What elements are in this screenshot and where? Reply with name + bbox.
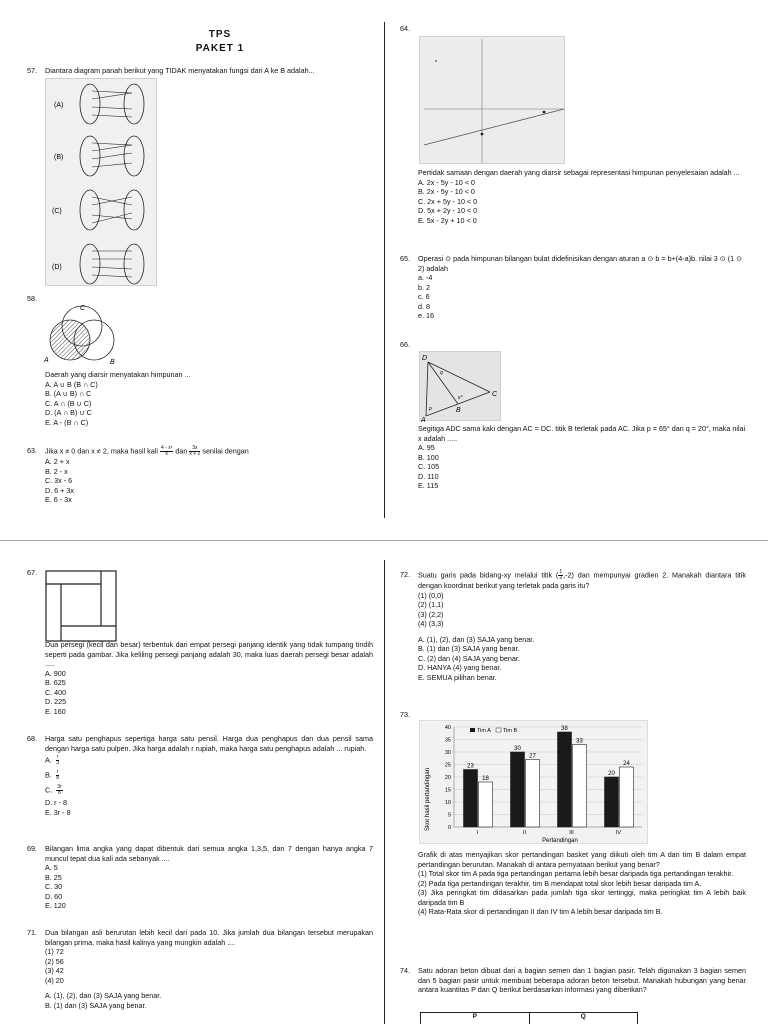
data-label: 38 [561, 726, 568, 732]
table-header-p: P [421, 1013, 530, 1024]
legend-label-tim-a: Tim A [477, 728, 491, 734]
bar-tim-b [573, 745, 587, 828]
option-d[interactable]: D. 225 [45, 697, 67, 706]
fraction-2 [189, 446, 200, 457]
vertex-label-b: B [456, 407, 461, 414]
option-a[interactable] [45, 755, 373, 766]
page-subtitle: PAKET 1 [195, 43, 245, 54]
question-64 [400, 168, 746, 225]
statement-3: (3) 42 [45, 966, 64, 975]
chart-y-ticks [445, 725, 451, 831]
fraction-denominator: 2 [559, 575, 563, 581]
option-letter: C. [45, 785, 53, 795]
arrow-diagram-d [52, 244, 144, 284]
data-label: 23 [467, 763, 474, 770]
fraction-numerator: 4 - x² [160, 445, 173, 451]
option-c[interactable]: C. 105 [418, 462, 440, 471]
diagram-label-d: (D) [52, 264, 62, 271]
bar-chart-figure [419, 720, 648, 844]
fraction-numerator: r [56, 769, 59, 775]
option-d[interactable]: D. 5x + 2y - 10 < 0 [418, 206, 478, 215]
option-e[interactable]: E. 5x - 2y + 10 < 0 [418, 215, 477, 225]
triangle-figure [419, 351, 501, 421]
option-c[interactable] [45, 785, 373, 796]
option-b[interactable]: B. 2 - x [45, 466, 68, 476]
option-c[interactable]: C. 2x + 5y - 10 < 0 [418, 196, 478, 206]
option-a[interactable]: A. 2x - 5y - 10 < 0 [418, 177, 475, 187]
fraction-denominator: 8 [58, 790, 61, 796]
question-text [45, 446, 377, 457]
bar-tim-a [558, 732, 572, 827]
option-a[interactable]: A. 95 [418, 443, 435, 452]
y-tick-label: 30 [444, 750, 451, 756]
question-69 [27, 844, 373, 911]
option-fraction [56, 770, 60, 781]
question-text: Grafik di atas menyajikan skor pertandingan basket yang diikuti oleh tim A dan tim B dalam empat pertandingan berurutan. Manakah di antara pernyataan berikut yang benar? [418, 850, 746, 869]
option-a[interactable]: A. (1), (2), dan (3) SAJA yang benar. [45, 991, 162, 1000]
data-label: 33 [576, 738, 583, 745]
bar-tim-a [605, 777, 619, 827]
pq-table [420, 1012, 638, 1024]
bar-tim-a [511, 752, 525, 827]
y-tick-label: 15 [444, 787, 451, 794]
question-text-part: Jika x ≠ 0 dan x ≠ 2, maka hasil kali [45, 446, 158, 456]
question-text: Operasi ⊙ pada himpunan bilangan bulat didefinisikan dengan aturan a ⊙ b = b+(4-a)b. nilai 3 ⊙ (1 ⊙ 2) adalah [418, 254, 743, 273]
option-a[interactable]: A. A ∪ B (B ∩ C) [45, 379, 98, 389]
statement-2: (2) (1,1) [418, 600, 444, 609]
angle-label-q: q [440, 370, 443, 376]
question-text: Daerah yang diarsir menyatakan himpunan ... [45, 370, 191, 379]
x-tick-label: I [476, 830, 479, 836]
question-73 [400, 850, 746, 917]
option-c[interactable]: C. 30 [45, 882, 63, 891]
option-e[interactable]: E. A - (B ∩ C) [45, 417, 89, 427]
statement-2: (2) 56 [45, 956, 64, 966]
question-text-part: ,-2) dan mempunyai gradien 2. Manakah diantara titik dengan koordinat berikut yang terletak pada garis itu? [418, 570, 746, 590]
option-e[interactable]: E. 6 - 3x [45, 495, 72, 504]
y-tick-label: 25 [444, 762, 451, 769]
statement-1: (1) Total skor tim A pada tiga pertandingan pertama lebih besar daripada tiga pertandingan terakhir. [418, 869, 734, 878]
question-number: 74. [400, 966, 410, 975]
coordinate-plane [420, 37, 566, 165]
option-d[interactable]: D. HANYA (4) yang benar. [418, 663, 502, 672]
question-number: 73. [400, 710, 410, 719]
option-e[interactable]: E. 160 [45, 706, 66, 716]
angle-label-p: p [429, 406, 432, 412]
option-e[interactable]: E. SEMUA pilihan benar. [418, 672, 497, 682]
question-number: 65. [400, 254, 410, 263]
angle-label-x: x° [458, 395, 463, 401]
chart-x-ticks [477, 830, 622, 836]
diagram-label-a: (A) [54, 102, 64, 109]
option-e[interactable]: E. 115 [418, 481, 439, 490]
question-68 [27, 734, 373, 817]
x-tick-label: II [522, 830, 527, 836]
column-divider [384, 560, 385, 1024]
option-e[interactable]: E. 3r - 8 [45, 807, 71, 817]
legend-swatch-tim-a [470, 728, 475, 732]
column-divider [384, 22, 385, 518]
option-a[interactable]: A. 900 [45, 668, 66, 678]
option-b[interactable]: B. 100 [418, 452, 439, 462]
option-letter: B. [45, 770, 52, 780]
statement-4: (4) (3,3) [418, 619, 444, 628]
option-e[interactable]: e. 16 [418, 311, 434, 320]
question-text [418, 570, 746, 591]
option-fraction [56, 785, 62, 796]
diagram-label-b: (B) [54, 154, 64, 161]
venn-label-c: C [80, 305, 86, 312]
question-number: 71. [27, 928, 37, 937]
chart-bars [464, 732, 634, 827]
question-66 [400, 424, 746, 491]
question-number: 67. [27, 568, 37, 577]
statement-4: (4) Rata-Rata skor di pertandingan II dan IV tim A lebih besar daripada tim B. [418, 907, 663, 916]
arrow-diagrams [46, 79, 158, 287]
option-letter: A. [45, 755, 52, 765]
question-number: 57. [27, 66, 37, 75]
page-title: TPS [208, 29, 232, 40]
question-63 [27, 446, 377, 505]
venn-label-b: B [110, 359, 115, 366]
statement-1: (1) (0,0) [418, 590, 444, 600]
question-71 [27, 928, 373, 1010]
chart-y-axis-label: Skor hasil pertandingan [425, 767, 431, 831]
question-58 [27, 370, 367, 427]
fraction-numerator: r [56, 754, 59, 760]
option-b[interactable]: B. 2x - 5y - 10 < 0 [418, 187, 475, 196]
question-57 [27, 66, 377, 76]
question-74 [400, 966, 746, 995]
question-text: Bilangan lima angka yang dapat dibentuk dari semua angka 1,3,5, dan 7 dengan hanya angka 7 muncul tepat dua kali ada sebanyak .... [45, 844, 373, 863]
y-tick-label: 0 [447, 825, 451, 831]
question-text: Segitiga ADC sama kaki dengan AC = DC. titik B terletak pada AC. Jika p = 65° dan q = 20°, maka nilai x adalah ..... [418, 424, 746, 443]
data-label: 30 [514, 746, 521, 752]
x-tick-label: IV [615, 830, 622, 836]
option-a[interactable]: A. (1), (2), dan (3) SAJA yang benar. [418, 634, 535, 644]
question-text: Diantara diagram panah berikut yang TIDAK menyatakan fungsi dari A ke B adalah... [45, 66, 315, 75]
vertex-label-a: A [421, 417, 426, 422]
y-tick-label: 20 [444, 775, 451, 781]
y-tick-label: 5 [447, 812, 451, 819]
fraction-numerator: 1 [559, 569, 563, 575]
bar-chart [420, 721, 649, 845]
question-72 [400, 570, 746, 682]
question-number: 72. [400, 570, 410, 579]
bar-tim-a [464, 770, 478, 828]
triangle-diagram [420, 352, 502, 422]
y-tick-label: 35 [444, 737, 451, 744]
question-number: 58. [27, 294, 37, 303]
y-tick-label: 10 [444, 800, 451, 806]
bar-tim-b [479, 782, 493, 827]
chart-x-axis-label: Pertandingan [542, 838, 578, 844]
option-c[interactable]: c. 6 [418, 292, 430, 301]
bar-tim-b [526, 760, 540, 828]
option-b[interactable]: B. 625 [45, 678, 66, 687]
fraction-denominator: x + 2 [189, 451, 201, 457]
data-label: 24 [623, 761, 630, 767]
question-text: Satu adoran beton dibuat dari a bagian semen dan 1 bagian pasir. Telah digunakan 3 bagian semen dan 5 bagian pasir untuk membuat beberapa adoran beton tersebut. Manakah hubungan yang benar antara kuantitas P dan Q berikut berdasarkan informasi yang diberikan? [418, 966, 746, 994]
option-a[interactable]: a. -4 [418, 273, 433, 282]
question-number: 64. [400, 24, 410, 33]
option-d[interactable]: d. 8 [418, 301, 430, 311]
square-figure [45, 570, 117, 642]
table-header-q: Q [580, 1013, 586, 1020]
statement-1: (1) 72 [45, 947, 64, 956]
option-d[interactable]: D. (A ∩ B) ∪ C [45, 408, 92, 417]
option-b[interactable] [45, 770, 373, 781]
statement-3: (3) (2,2) [418, 609, 444, 619]
bar-tim-b [620, 767, 634, 827]
option-a[interactable]: A. 2 + x [45, 457, 70, 466]
fraction-denominator: 8 [56, 775, 60, 781]
venn-label-a: A [44, 357, 49, 364]
data-label: 27 [529, 753, 536, 760]
option-c[interactable]: C. 3x - 6 [45, 476, 73, 485]
option-d[interactable]: D. 6 + 3x [45, 485, 74, 495]
line-graph-figure [419, 36, 565, 164]
statement-4: (4) 20 [45, 975, 64, 985]
option-c[interactable]: C. (2) dan (4) SAJA yang benar. [418, 653, 520, 663]
statement-3: (3) Jika peringkat tim didasarkan pada jumlah tiga skor tertinggi, maka peringkat tim A lebih baik daripada tim B [418, 888, 746, 907]
venn-diagram [40, 302, 124, 368]
arrow-diagram-figure [45, 78, 157, 286]
question-text-part: Suatu garis pada bidang-xy melalui titik ( [418, 570, 559, 580]
question-text-part: dan [175, 446, 188, 456]
option-e[interactable]: E. 120 [45, 901, 66, 910]
vertex-label-d: D [422, 355, 428, 362]
option-b[interactable]: B. (1) dan (3) SAJA yang benar. [418, 644, 520, 653]
option-b[interactable]: B. (A ∪ B) ∩ C [45, 389, 92, 398]
question-number: 63. [27, 446, 37, 455]
question-number: 68. [27, 734, 37, 743]
question-text: Dua bilangan asli berurutan lebih kecil dari pada 10. Jika jumlah dua bilangan tersebut merupakan bilangan prima, maka hasil kalinya yang mungkin adalah .... [45, 928, 373, 947]
fraction-denominator: x [165, 451, 168, 457]
page-separator [0, 540, 768, 541]
diagram-label-c: (C) [52, 208, 62, 215]
page-two [0, 548, 768, 1024]
question-65 [400, 254, 746, 321]
option-b[interactable]: B. (1) dan (3) SAJA yang benar. [45, 1000, 147, 1010]
legend-swatch-tim-b [496, 728, 501, 732]
fraction-numerator: 3r [57, 784, 62, 790]
option-d[interactable]: D. 60 [45, 891, 63, 901]
option-b[interactable]: B. 25 [45, 872, 62, 882]
question-number: 66. [400, 340, 410, 349]
question-text: Dua persegi (kecil dan besar) terbentuk dari empat persegi panjang identik yang tidak tumpang tindih seperti pada gambar. Jika keliling persegi panjang adalah 30, maka luas daerah persegi besar adalah ..... [45, 640, 373, 668]
data-label: 18 [482, 776, 489, 782]
y-tick-label: 40 [444, 725, 451, 731]
option-c[interactable]: C. A ∩ (B ∪ C) [45, 398, 92, 408]
statement-2: (2) Pada tiga pertandingan terakhir, tim B mendapat total skor lebih besar daripada tim A. [418, 878, 702, 888]
arrow-diagram-c [52, 190, 144, 230]
question-number: 69. [27, 844, 37, 853]
page-header [150, 28, 290, 56]
question-text: Pertidak samaan dengan daerah yang diarsir sebagai representasi himpunan penyelesaian adalah ... [418, 168, 740, 177]
fraction-denominator: 3 [56, 760, 60, 766]
question-text: Harga satu penghapus sepertiga harga satu pensil. Harga dua penghapus dan dua pensil sama dengan harga satu pulpen. Jika harga adalah r rupiah, maka harga satu penghapus adalah ... rupiah. [45, 734, 373, 753]
option-a[interactable]: A. 5 [45, 863, 58, 872]
data-label: 20 [608, 771, 615, 777]
option-d[interactable]: D. r - 8 [45, 798, 67, 807]
legend-label-tim-b: Tim B [503, 728, 518, 734]
question-67 [27, 640, 373, 716]
option-b[interactable]: b. 2 [418, 282, 430, 292]
fraction-numerator: 3x [189, 446, 200, 452]
arrow-diagram-a [54, 84, 144, 124]
fraction-1 [160, 446, 173, 457]
x-tick-label: III [569, 830, 574, 836]
arrow-diagram-b [54, 136, 144, 176]
chart-data-labels [467, 726, 630, 782]
question-text-part: senilai dengan [202, 446, 249, 456]
option-c[interactable]: C. 400 [45, 687, 67, 697]
option-fraction [56, 755, 60, 766]
vertex-label-c: C [492, 391, 498, 398]
option-d[interactable]: D. 110 [418, 471, 439, 481]
chart-legend [470, 728, 517, 734]
